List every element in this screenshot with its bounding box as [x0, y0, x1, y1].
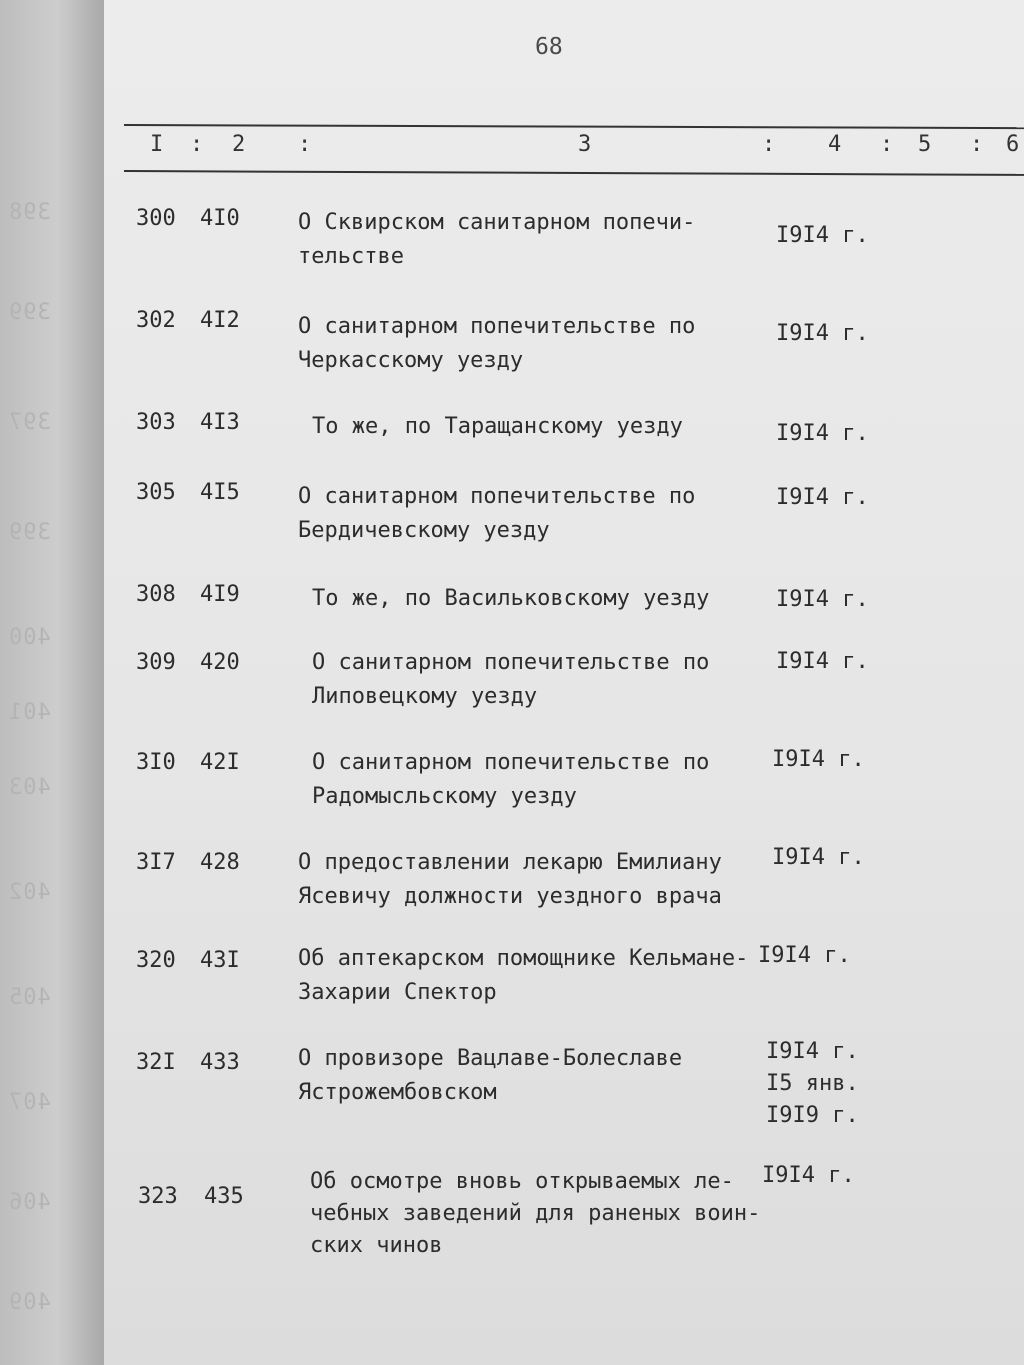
- row-title: О предоставлении лекарю Емилиану Ясевичу должности уездного врача: [298, 850, 722, 909]
- row-title: То же, по Таращанскому уезду: [312, 414, 683, 439]
- header-col-6: 6: [1006, 132, 1020, 157]
- row-date: I9I4 г.: [776, 223, 869, 248]
- row-title: О санитарном попечительстве по Липовецкому уезду: [312, 650, 710, 709]
- case-number: 428: [200, 850, 240, 875]
- bleed-through-text: 399: [8, 300, 51, 325]
- adjacent-page-edge: [0, 0, 104, 1365]
- row-date: I9I4 г.: [758, 943, 851, 968]
- row-number: 303: [136, 410, 176, 435]
- bleed-through-text: 406: [8, 1190, 51, 1215]
- bleed-through-text: 402: [8, 880, 51, 905]
- row-date: I9I4 г. I5 янв. I9I9 г.: [766, 1039, 859, 1128]
- row-number: 320: [136, 948, 176, 973]
- case-number: 43I: [200, 948, 240, 973]
- row-number: 302: [136, 308, 176, 333]
- case-number: 420: [200, 650, 240, 675]
- case-number: 433: [200, 1050, 240, 1075]
- header-separator: :: [880, 132, 894, 157]
- bleed-through-text: 399: [8, 520, 51, 545]
- row-title: О санитарном попечительстве по Черкасскому уезду: [298, 314, 696, 373]
- case-number: 4I2: [200, 308, 240, 333]
- case-number: 42I: [200, 750, 240, 775]
- row-date: I9I4 г.: [772, 747, 865, 772]
- header-col-2: 2: [232, 132, 246, 157]
- case-number: 4I3: [200, 410, 240, 435]
- row-date: I9I4 г.: [776, 421, 869, 446]
- bleed-through-text: 397: [8, 410, 51, 435]
- row-number: 309: [136, 650, 176, 675]
- bleed-through-text: 407: [8, 1090, 51, 1115]
- row-date: I9I4 г.: [776, 587, 869, 612]
- row-date: I9I4 г.: [776, 485, 869, 510]
- case-number: 4I5: [200, 480, 240, 505]
- case-number: 435: [204, 1184, 244, 1209]
- header-col-4: 4: [828, 132, 842, 157]
- row-date: I9I4 г.: [776, 649, 869, 674]
- bleed-through-text: 401: [8, 700, 51, 725]
- row-title: О санитарном попечительстве по Бердичевскому уезду: [298, 484, 696, 543]
- header-separator: :: [190, 132, 204, 157]
- row-number: 32I: [136, 1050, 176, 1075]
- bleed-through-text: 398: [8, 200, 51, 225]
- row-title: Об осмотре вновь открываемых ле- чебных заведений для раненых воин- ских чинов: [310, 1169, 761, 1258]
- bleed-through-text: 400: [8, 625, 51, 650]
- header-col-5: 5: [918, 132, 932, 157]
- row-date: I9I4 г.: [772, 845, 865, 870]
- header-separator: :: [298, 132, 312, 157]
- row-number: 300: [136, 206, 176, 231]
- bleed-through-text: 409: [8, 1290, 51, 1315]
- header-col-1: I: [150, 132, 164, 157]
- row-date: I9I4 г.: [776, 321, 869, 346]
- row-title: О Сквирском санитарном попечи- тельстве: [298, 210, 696, 269]
- row-number: 305: [136, 480, 176, 505]
- bleed-through-text: 403: [8, 775, 51, 800]
- row-title: О провизоре Вацлаве-Болеславе Ястрожембовском: [298, 1046, 683, 1105]
- row-date: I9I4 г.: [762, 1163, 855, 1188]
- row-number: 323: [138, 1184, 178, 1209]
- header-separator: :: [762, 132, 776, 157]
- page-number: 68: [535, 34, 563, 60]
- row-title: О санитарном попечительстве по Радомысльскому уезду: [312, 750, 710, 809]
- bleed-through-text: 405: [8, 985, 51, 1010]
- row-title: То же, по Васильковскому уезду: [312, 586, 710, 611]
- case-number: 4I0: [200, 206, 240, 231]
- row-title: Об аптекарском помощнике Кельмане- Захарии Спектор: [298, 946, 749, 1005]
- header-separator: :: [970, 132, 984, 157]
- case-number: 4I9: [200, 582, 240, 607]
- header-col-3: 3: [578, 132, 592, 157]
- row-number: 308: [136, 582, 176, 607]
- row-number: 3I0: [136, 750, 176, 775]
- row-number: 3I7: [136, 850, 176, 875]
